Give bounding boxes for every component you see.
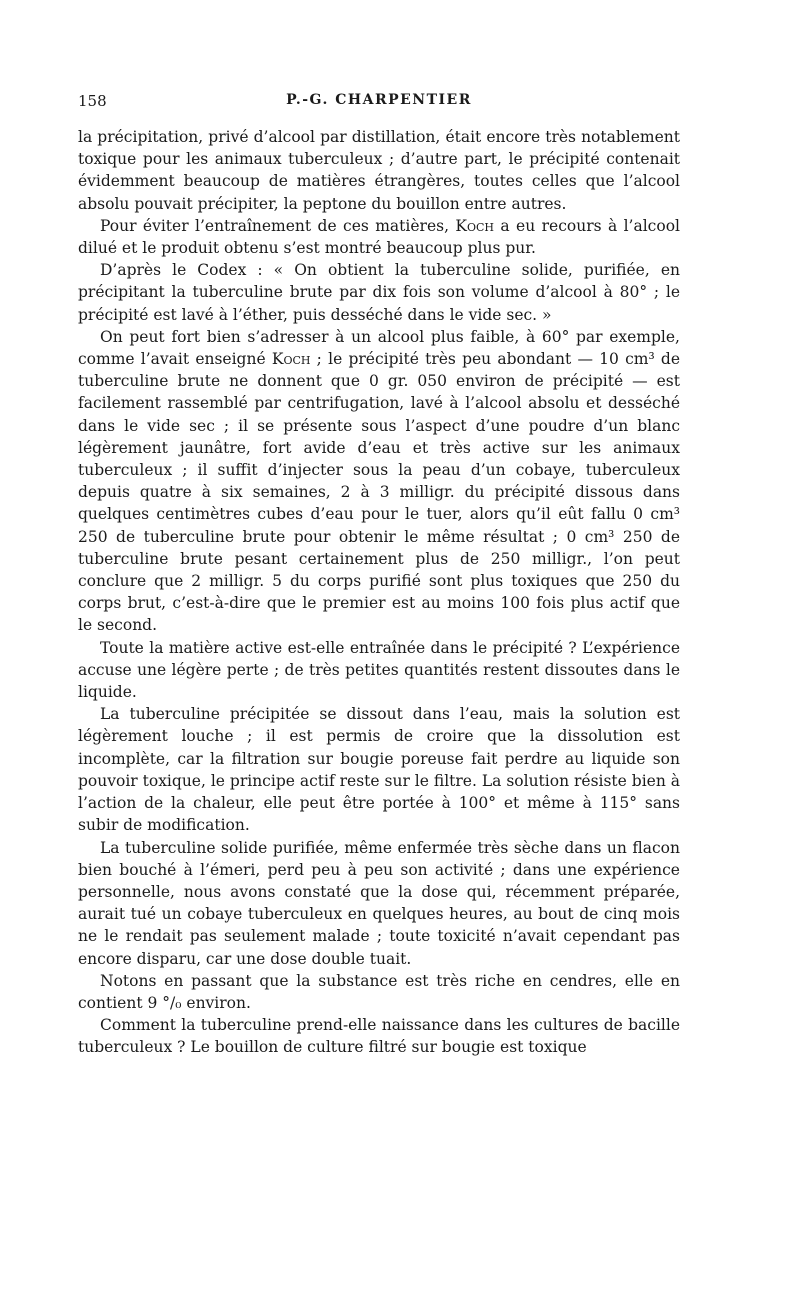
author-name: Koch — [455, 216, 495, 235]
paragraph — [78, 326, 680, 637]
text-run: On peut fort bien s’adresser à un alcool plus faible, à 60° par exemple, comme l’avait enseigné — [78, 327, 680, 369]
paragraph: D’après le Codex : « On obtient la tuberculine solide, purifiée, en précipitant la tuberculine brute par dix fois son volume d’alcool à 80° ; le précipité est lavé à l’éther, puis desséché dans le vide sec. » — [78, 261, 680, 324]
paragraph: Comment la tuberculine prend-elle naissance dans les cultures de bacille tuberculeux ? Le bouillon de culture filtré sur bougie est toxique — [78, 1016, 680, 1057]
page-header — [78, 92, 680, 114]
body-text — [78, 126, 680, 1059]
text-run: a eu recours à l’alcool dilué et le produit obtenu s’est montré beaucoup plus pur. — [78, 216, 680, 258]
paragraph: Toute la matière active est-elle entraînée dans le précipité ? L’expérience accuse une légère perte ; de très petites quantités restent dissoutes dans le liquide. — [78, 638, 680, 702]
paragraph: la précipitation, privé d’alcool par distillation, était encore très notablement toxique pour les animaux tuberculeux ; d’autre part, le précipité contenait évidemment beaucoup de matières étrangères, toutes celles que l’alcool absolu pouvait précipiter, la peptone du bouillon entre autres. — [78, 128, 680, 213]
author-name: Koch — [271, 350, 311, 369]
paragraph: Notons en passant que la substance est très riche en cendres, elle en contient 9 °/₀ environ. — [78, 971, 680, 1012]
paragraph: La tuberculine solide purifiée, même enfermée très sèche dans un flacon bien bouché à l’émeri, perd peu à peu son activité ; dans une expérience personnelle, nous avons constaté que la dose qui, récemment préparée, aurait tué un cobaye tuberculeux en quelques heures, au bout de cinq mois ne le rendait pas seulement malade ; toute toxicité n’avait cependant pas encore disparu, car une dose double tuait. — [78, 838, 680, 968]
paragraph — [78, 215, 680, 259]
running-head: P.-G. CHARPENTIER — [286, 92, 472, 108]
text-run: Pour éviter l’entraînement de ces matières, — [100, 216, 456, 235]
text-run: ; le précipité très peu abondant — 10 cm³ de tuberculine brute ne donnent que 0 gr. 050 environ de précipité — est facilement rassemblé par centrifugation, lavé à l’alcool absolu et desséché dans le vide sec ; il se présente sous l’aspect d’une poudre d’un blanc légèrement jaunâtre, fort avide d’eau et très active sur les animaux tuberculeux ; il suffit d’injecter sous la peau d’un cobaye, tuberculeux depuis quatre à six semaines, 2 à 3 milligr. du précipité dissous dans quelques centimètres cubes d’eau pour le tuer, alors qu’il eût fallu 0 cm³ 250 de tuberculine brute pour obtenir le même résultat ; 0 cm³ 250 de tuberculine brute pesant certainement plus de 250 milligr., l’on peut conclure que 2 milligr. 5 du corps purifié sont plus toxiques que 250 du corps brut, c’est-à-dire que le premier est au moins 100 fois plus actif que le second. — [78, 350, 680, 635]
page-number: 158 — [78, 92, 107, 110]
paragraph: La tuberculine précipitée se dissout dans l’eau, mais la solution est légèrement louche ; il est permis de croire que la dissolution est incomplète, car la filtration sur bougie poreuse fait perdre au liquide son pouvoir toxique, le principe actif reste sur le filtre. La solution résiste bien à l’action de la chaleur, elle peut être portée à 100° et même à 115° sans subir de modification. — [78, 705, 680, 835]
